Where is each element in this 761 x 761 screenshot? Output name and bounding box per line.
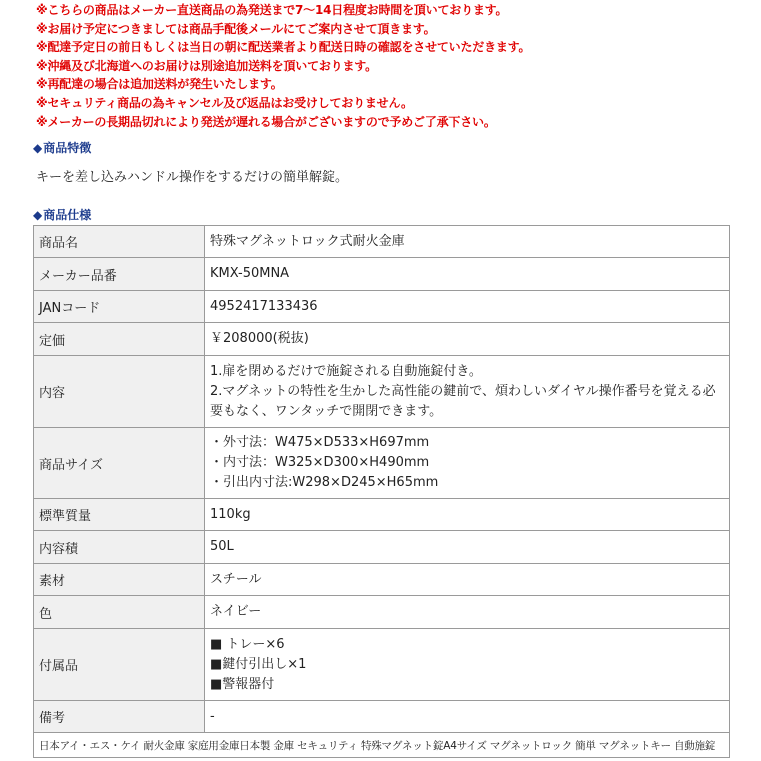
spec-value-line: ・内寸法：W325×D300×H490mm [210, 455, 430, 470]
spec-value-line: ￥208000(税抜) [210, 331, 309, 346]
features-heading-text: 商品特徴 [43, 141, 92, 155]
spec-label: 商品名 [34, 226, 205, 258]
spec-row-notes [34, 701, 730, 733]
spec-value-line: ・外寸法：W475×D533×H697mm [210, 435, 430, 450]
spec-label: 標準質量 [34, 499, 205, 531]
diamond-bullet-icon: ◆ [33, 208, 43, 222]
notice-line: ※配達予定日の前日もしくは当日の朝に配送業者より配送日時の確認をさせていただきます。 [36, 40, 531, 55]
spec-value [205, 596, 730, 629]
spec-value [205, 701, 730, 733]
spec-label: 付属品 [34, 629, 205, 701]
spec-value [205, 291, 730, 323]
spec-value [205, 564, 730, 596]
spec-value-line: 特殊マグネットロック式耐火金庫 [210, 233, 405, 249]
spec-value-line: ネイビー [210, 604, 262, 619]
spec-label: 商品サイズ [34, 428, 205, 499]
spec-label: 定価 [34, 323, 205, 356]
spec-row-volume [34, 531, 730, 564]
spec-value-line: ■鍵付引出し×1 [210, 656, 307, 672]
spec-label: 備考 [34, 701, 205, 733]
spec-label: 素材 [34, 564, 205, 596]
spec-value-line: 50L [210, 539, 234, 554]
specs-heading-text: 商品仕様 [43, 208, 92, 222]
spec-label: 内容積 [34, 531, 205, 564]
spec-row-size [34, 428, 730, 499]
spec-label: メーカー品番 [34, 258, 205, 291]
spec-row-model [34, 258, 730, 291]
spec-value [205, 428, 730, 499]
spec-row-jan [34, 291, 730, 323]
shipping-notices [36, 1, 756, 131]
spec-value-line: ■ トレー×6 [210, 636, 285, 652]
notice-line: ※沖縄及び北海道へのお届けは別途追加送料を頂いております。 [36, 58, 377, 73]
notice-line: ※お届け予定につきましては商品手配後メールにてご案内させて頂きます。 [36, 21, 436, 36]
spec-value-line: KMX-50MNA [210, 266, 290, 281]
spec-label: 内容 [34, 356, 205, 428]
notice-line: ※こちらの商品はメーカー直送商品の為発送まで7～14日程度お時間を頂いております。 [36, 3, 508, 17]
spec-label: JANコード [34, 291, 205, 323]
spec-value [205, 531, 730, 564]
spec-value [205, 356, 730, 428]
spec-value [205, 258, 730, 291]
features-heading [33, 139, 91, 156]
spec-label: 色 [34, 596, 205, 629]
spec-value-line: 1.扉を閉めるだけで施錠される自動施錠付き。 [210, 363, 482, 379]
spec-value-line: スチール [210, 571, 262, 587]
spec-value-line: ■警報器付 [210, 676, 275, 692]
spec-value-line: 110kg [210, 506, 251, 522]
spec-row-weight [34, 499, 730, 531]
spec-value-line: - [210, 708, 215, 724]
spec-row-price [34, 323, 730, 356]
spec-value-line: 2.マグネットの特性を生かした高性能の鍵前で、煩わしいダイヤル操作番号を覚える必 [210, 383, 716, 399]
keyword-tags: 日本アイ・エス・ケイ 耐火金庫 家庭用金庫日本製 金庫 セキュリティ 特殊マグネット錠A4サイズ マグネットロック 簡単 マグネットキー 自動施錠 [34, 733, 730, 758]
spec-row-tags [34, 733, 730, 758]
spec-value [205, 499, 730, 531]
spec-value-line: 要もなく、ワンタッチで開閉できます。 [210, 403, 443, 419]
features-description: キーを差し込みハンドル操作をするだけの簡単解錠。 [36, 170, 349, 185]
notice-line: ※メーカーの長期品切れにより発送が遅れる場合がございますので予めご了承下さい。 [36, 114, 496, 129]
spec-row-accessories [34, 629, 730, 701]
spec-row-color [34, 596, 730, 629]
spec-table [33, 225, 730, 758]
diamond-bullet-icon: ◆ [33, 141, 43, 155]
spec-row-name [34, 226, 730, 258]
spec-value [205, 226, 730, 258]
spec-row-contents [34, 356, 730, 428]
notice-line: ※再配達の場合は追加送料が発生いたします。 [36, 77, 283, 92]
spec-row-material [34, 564, 730, 596]
spec-value-line: 4952417133436 [210, 298, 318, 314]
spec-value [205, 323, 730, 356]
notice-line: ※セキュリティ商品の為キャンセル及び返品はお受けしておりません。 [36, 95, 413, 110]
spec-value-line: ・引出内寸法:W298×D245×H65mm [210, 475, 439, 490]
spec-value [205, 629, 730, 701]
specs-heading [33, 206, 91, 223]
